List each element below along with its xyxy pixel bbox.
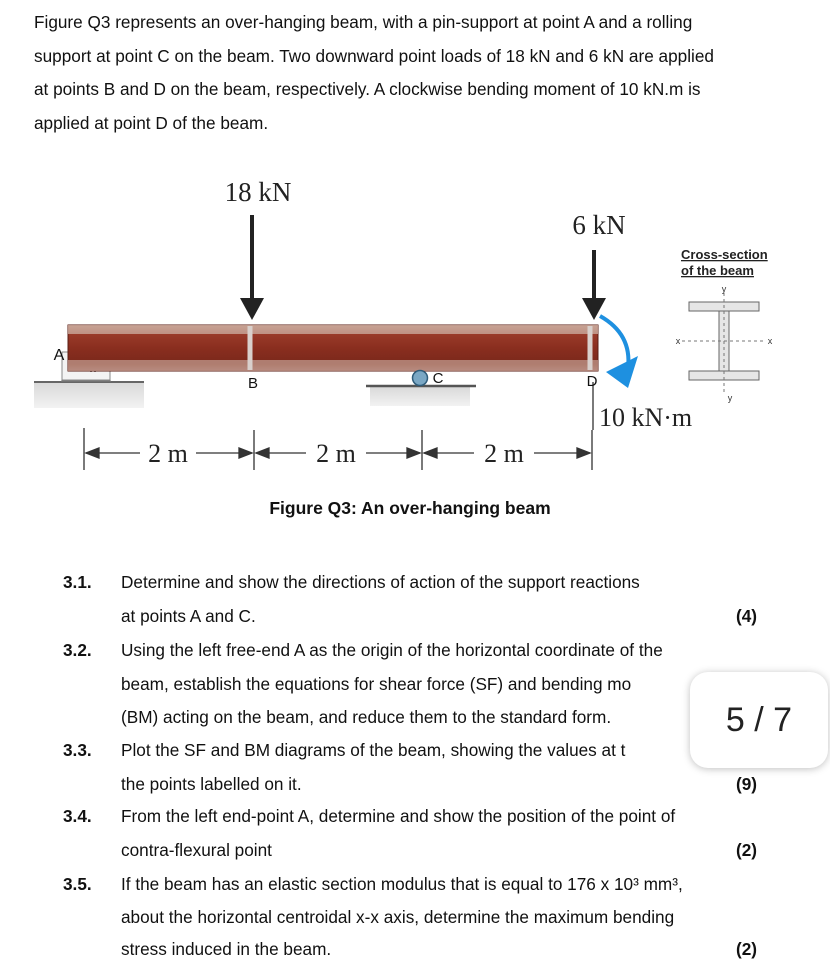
moment-label: 10 kN·m	[599, 403, 693, 432]
question-number: 3.5.	[63, 874, 92, 894]
question-text: Plot the SF and BM diagrams of the beam, showing the values at t	[121, 740, 626, 760]
load-arrow-d	[582, 250, 606, 320]
axis-label-x: x	[767, 336, 773, 346]
dimension-bc: 2 m	[316, 439, 356, 468]
load-b-label: 18 kN	[224, 177, 292, 207]
beam	[68, 325, 598, 371]
axis-label-x: x	[675, 336, 681, 346]
question-text: contra-flexural point	[121, 840, 272, 860]
moment-arrow	[600, 316, 638, 388]
intro-line: at points B and D on the beam, respectively. A clockwise bending moment of 10 kN.m is	[34, 79, 701, 99]
question-text: Determine and show the directions of action of the support reactions	[121, 572, 640, 592]
label-b: B	[247, 375, 259, 392]
axis-label-y: y	[721, 284, 727, 294]
question-text: about the horizontal centroidal x-x axis, determine the maximum bending	[121, 907, 675, 927]
intro-line: support at point C on the beam. Two downward point loads of 18 kN and 6 kN are applied	[34, 45, 714, 66]
label-c: C	[432, 370, 444, 387]
label-d: D	[586, 373, 598, 390]
question-number: 3.4.	[63, 806, 92, 826]
figure-caption: Figure Q3: An over-hanging beam	[269, 498, 551, 518]
load-arrow-b	[240, 215, 264, 320]
dimension-ab: 2 m	[148, 439, 188, 468]
beam-figure	[0, 160, 830, 490]
cross-section-title: Cross-section	[681, 247, 768, 262]
question-text: the points labelled on it.	[121, 774, 302, 794]
intro-paragraph	[34, 6, 804, 140]
page-indicator: 5 / 7	[690, 672, 828, 768]
cross-section-title: of the beam	[681, 263, 754, 278]
question-marks: (4)	[735, 606, 757, 626]
question-text: at points A and C.	[121, 606, 256, 626]
ground-a	[34, 382, 144, 408]
axis-label-y: y	[727, 393, 733, 403]
question-number: 3.3.	[63, 740, 92, 760]
question-number: 3.2.	[63, 640, 92, 660]
question-number: 3.1.	[63, 572, 92, 592]
question-marks: (2)	[735, 840, 757, 860]
question-text: beam, establish the equations for shear force (SF) and bending mo	[121, 674, 632, 694]
dimension-cd: 2 m	[484, 439, 524, 468]
intro-line: Figure Q3 represents an over-hanging beam, with a pin-support at point A and a rolling	[34, 12, 693, 32]
question-text: If the beam has an elastic section modulus that is equal to 176 x 10³ mm³,	[121, 874, 683, 894]
roller-support-c	[366, 371, 476, 407]
question-text: stress induced in the beam.	[121, 939, 332, 959]
question-marks: (2)	[735, 939, 757, 959]
question-text: From the left end-point A, determine and show the position of the point of	[121, 806, 676, 826]
question-marks: (9)	[735, 774, 757, 794]
i-beam-cross-section	[682, 293, 766, 392]
label-a: A	[53, 347, 65, 364]
question-text: (BM) acting on the beam, and reduce them to the standard form.	[121, 707, 612, 727]
intro-line: applied at point D of the beam.	[34, 112, 269, 133]
load-d-label: 6 kN	[572, 210, 626, 240]
question-text: Using the left free-end A as the origin of the horizontal coordinate of the	[121, 640, 663, 660]
